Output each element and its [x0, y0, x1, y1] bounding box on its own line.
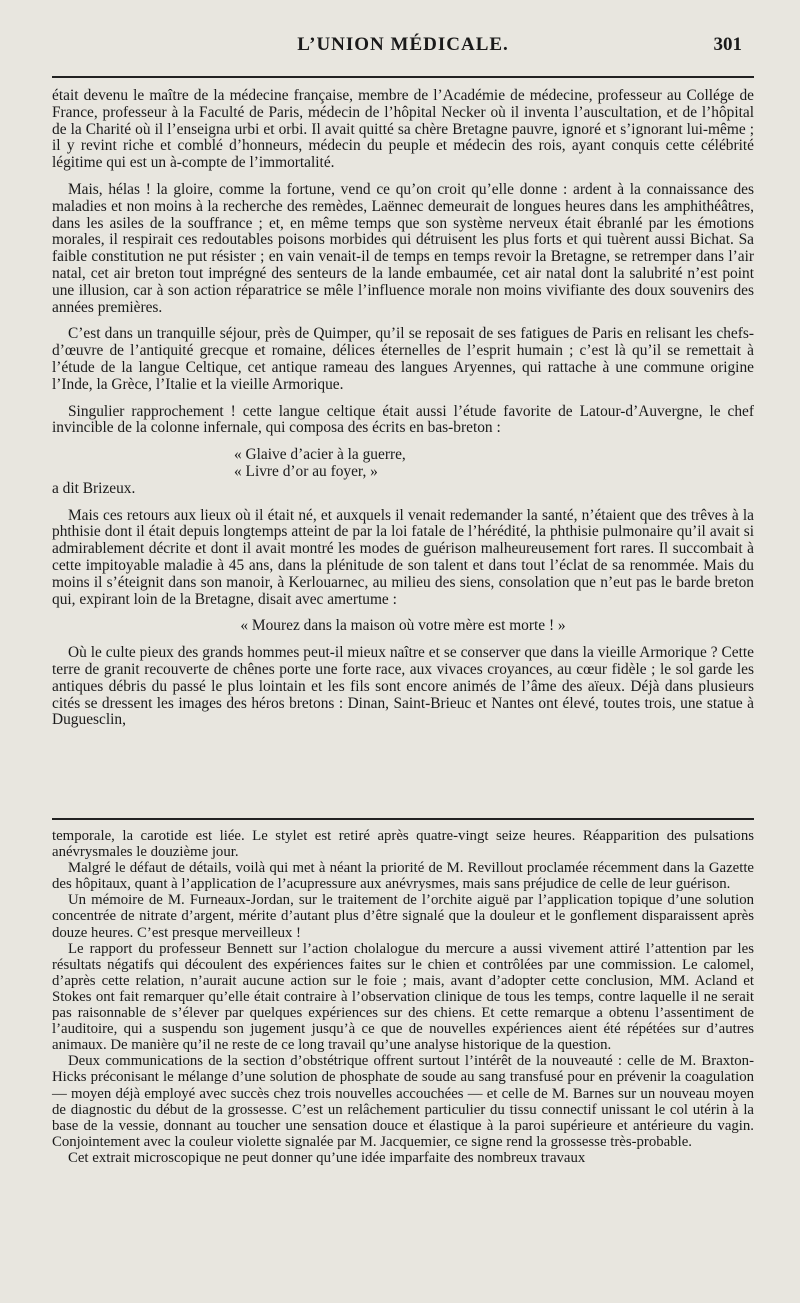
footnote-rule [52, 818, 754, 820]
quote-attribution: a dit Brizeux. [52, 479, 136, 497]
paragraph-1: était devenu le maître de la médecine française, membre de l’Académie de médecine, professeur au Collége de France, professeur à la Faculté de Paris, médecin de l’hôpital Necker où il inventa l’auscultation, et de l’hôpital de la Charité où il l’enseigna urbi et orbi. Il avait quitté sa chère Bretagne pauvre, ignoré et s’ignorant lui-même ; il y revint riche et comblé d’honneurs, médecin du peuple et médecin des rois, ayant conquis cette célébrité légitime qui est un à-compte de l’immortalité. [52, 87, 754, 172]
footnote-5: Deux communications de la section d’obstétrique offrent surtout l’intérêt de la nouveauté : celle de M. Braxton-Hicks préconisant le mélange d’une solution de phosphate de soude au sang transfusé pour en prévenir la coagulation — moyen déjà employé avec succès chez trois nouvelles accouchées — et celle de M. Barnes sur un nouveau moyen de diagnostic du début de la grossesse. C’est un relâchement particulier du tissu connectif unissant le col utérin à la base de la vessie, donnant au toucher une sensation douce et élastique à la paroi supérieure et antérieure du vagin. Conjointement avec la couleur violette signalée par M. Jacquemier, ce signe rend la grossesse très-probable. [52, 1053, 754, 1150]
main-text [52, 88, 754, 739]
paragraph-5: Mais ces retours aux lieux où il était né, et auxquels il venait redemander la santé, n’étaient que des trêves à la phthisie dont il était depuis longtemps atteint de par la loi fatale de l’hérédité, la phthisie pulmonaire qu’il avait si admirablement décrite et dont il avait montré les modes de guérison malheureusement fort rares. Il succombait à cette impitoyable maladie à 45 ans, dans la plénitude de son talent et dans tout l’éclat de sa renommée. Mais du moins il s’éteignit dans son manoir, à Kerlouarnec, au milieu des siens, consolation que n’eut pas le barde breton qui, expirant loin de la Bretagne, disait avec amertume : [52, 506, 754, 608]
paragraph-6: Où le culte pieux des grands hommes peut-il mieux naître et se conserver que dans la vieille Armorique ? Cette terre de granit recouverte de chênes porte une forte race, aux vivaces croyances, au cœur fidèle ; le sol garde les antiques débris du passé le plus lointain et les fils sont encore animés de l’âme des aïeux. Déjà dans plusieurs cités se dressent les images des héros bretons : Dinan, Saint-Brieuc et Nantes ont élevé, toutes trois, une statue à Duguesclin, [52, 644, 754, 729]
verse-quote-line-1: « Glaive d’acier à la guerre, [234, 446, 406, 464]
footnote-1: temporale, la carotide est liée. Le stylet est retiré après quatre-vingt seize heures. Réapparition des pulsations anévrysmales le douzième jour. [52, 828, 754, 861]
verse-quote-line-2: « Livre d’or au foyer, » [234, 462, 378, 480]
footnote-3: Un mémoire de M. Furneaux-Jordan, sur le traitement de l’orchite aiguë par l’application topique d’une solution concentrée de nitrate d’argent, mérite d’autant plus d’être signalé que la douleur et le gonflement disparaissent après douze heures. C’est presque merveilleux ! [52, 892, 754, 941]
footnotes-section [52, 828, 754, 1166]
running-title: L’UNION MÉDICALE. [297, 34, 509, 55]
page-number: 301 [713, 34, 742, 55]
footnote-6: Cet extrait microscopique ne peut donner qu’une idée imparfaite des nombreux travaux [68, 1149, 586, 1166]
verse-quote-2: « Mourez dans la maison où votre mère est morte ! » [240, 617, 566, 635]
footnote-4: Le rapport du professeur Bennett sur l’action cholalogue du mercure a aussi vivement attiré l’attention par les résultats négatifs qui découlent des expériences faites sur le chien et contrôlées par une commission. Le calomel, d’après cette relation, n’aurait aucune action sur le foie ; mais, avant d’adopter cette conclusion, MM. Acland et Stokes ont fait remarquer qu’elle était contraire à l’observation clinique de tous les temps, contre laquelle il ne serait pas raisonnable de s’élever par quelques expériences sur des chiens. Et cette remarque a obtenu l’assentiment de l’auditoire, qui a suspendu son jugement jusqu’à ce que de nouvelles expériences aient été répétées sur d’autres animaux. De manière qu’il ne reste de ce long travail qu’une analyse historique de la question. [52, 940, 754, 1054]
paragraph-4: Singulier rapprochement ! cette langue celtique était aussi l’étude favorite de Latour-d’Auvergne, le chef invincible de la colonne infernale, qui composa des écrits en bas-breton : [52, 402, 754, 437]
page-header [52, 34, 754, 62]
paragraph-2: Mais, hélas ! la gloire, comme la fortune, vend ce qu’on croit qu’elle donne : ardent à la connaissance des maladies et non moins à la recherche des remèdes, Laënnec demeurait de longues heures dans les amphithéâtres, dans les asiles de la souffrance ; et, en même temps que son système nerveux était ébranlé par les émotions morales, il respirait ces redoutables poisons morbides qui détruisent les plus forts et qui tuèrent aussi Bichat. Sa faible constitution ne put résister ; en vain venait-il de temps en temps revoir la Bretagne, se retremper dans l’air natal, cet air breton tout imprégné des senteurs de la lande embaumée, cet air natal dont la salubrité n’est point une illusion, car à son action réparatrice se mêle l’influence morale non moins vivifiante des doux souvenirs des années premières. [52, 180, 754, 316]
header-rule [52, 76, 754, 78]
footnote-2: Malgré le défaut de détails, voilà qui met à néant la priorité de M. Revillout proclamée récemment dans la Gazette des hôpitaux, quant à l’application de l’acupressure aux anévrysmes, mais sans préjudice de celle de leur guérison. [52, 860, 754, 893]
paragraph-3: C’est dans un tranquille séjour, près de Quimper, qu’il se reposait de ses fatigues de Paris en relisant les chefs-d’œuvre de l’antiquité grecque et romaine, délices éternelles de l’esprit humain ; c’est là qu’il se remettait à l’étude de la langue Celtique, cet antique rameau des langues Aryennes, qui rattache à une commune origine l’Inde, la Grèce, l’Italie et la vieille Armorique. [52, 325, 754, 393]
